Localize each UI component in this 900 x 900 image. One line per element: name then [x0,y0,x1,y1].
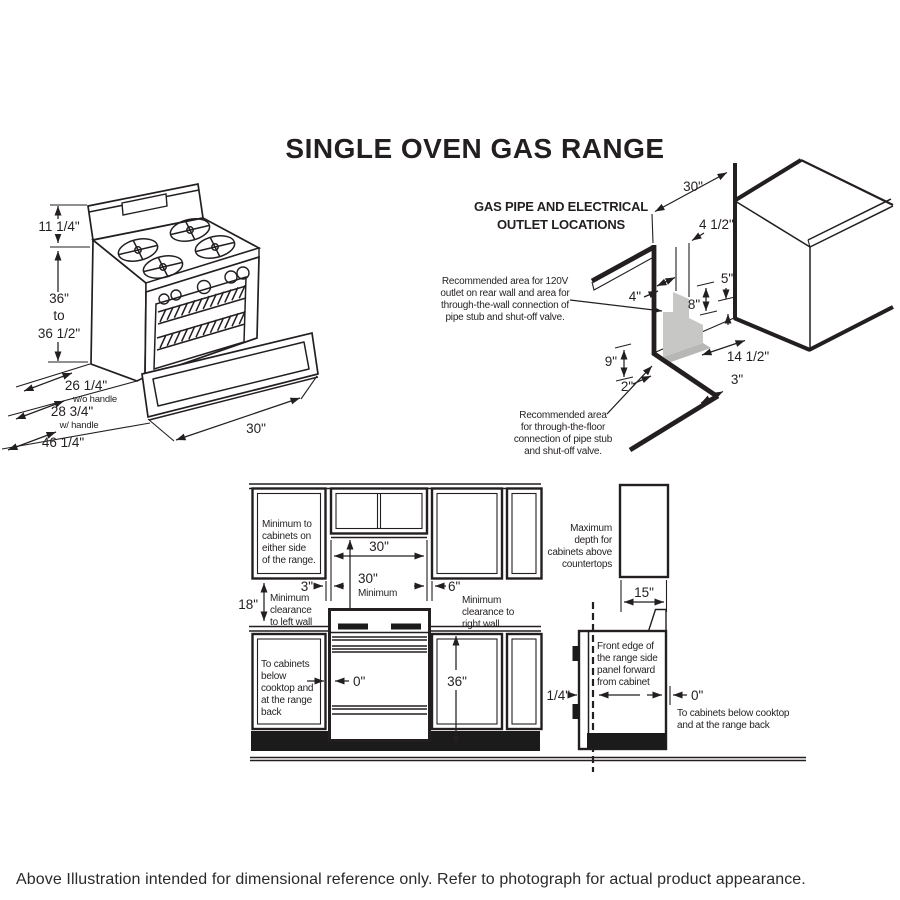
gas-heading-line2: OUTLET LOCATIONS [497,217,625,232]
adjacent-cabinet [734,160,893,350]
dim-8in: 8" [687,297,701,312]
svg-text:below: below [261,671,287,682]
burner-strip [391,624,421,630]
svg-text:Recommended area for 120V: Recommended area for 120V [441,276,569,287]
dim-arrow-4in [657,278,675,287]
dim-offset-top: 4 1/2" [699,217,734,232]
ext-line [652,214,653,243]
svg-text:Maximum: Maximum [570,523,612,534]
svg-text:panel forward: panel forward [597,665,655,676]
range-isometric [2,184,318,450]
side-toe-kick [587,733,666,749]
svg-text:connection of pipe stub: connection of pipe stub [513,434,613,445]
svg-text:and at the range back: and at the range back [677,720,770,731]
svg-text:of the range.: of the range. [262,555,316,566]
left-wall-edge [592,247,654,281]
svg-text:for through-the-floor: for through-the-floor [520,422,606,433]
dim-depth-w-handle: 28 3/4" [50,404,94,419]
svg-text:clearance: clearance [270,605,312,616]
svg-text:at the range: at the range [261,695,312,706]
dim-w-handle-note: w/ handle [59,420,99,431]
door-handle [573,646,580,661]
svg-text:the range side: the range side [597,653,658,664]
svg-text:and shut-off valve.: and shut-off valve. [524,446,602,457]
cabinet-side-view [546,485,789,772]
base-cabinet-far-right-inner [512,639,536,724]
dim-wall-width: 30" [683,179,703,194]
svg-text:back: back [261,707,282,718]
svg-text:cooktop and: cooktop and [261,683,314,694]
svg-text:right wall: right wall [462,619,500,630]
dim-depth-wo-handle: 26 1/4" [64,378,108,393]
floor-edge-right [653,353,718,397]
svg-text:outlet on rear wall and area f: outlet on rear wall and area for [440,288,570,299]
cabinets-either-side-note [262,519,316,566]
left-wall-note [270,593,312,628]
dim-vertical-sub: Minimum [358,588,398,599]
reference-disclaimer: Above Illustration intended for dimensional reference only. Refer to photograph for actual product appearance. [16,871,806,888]
floor-connection-note [514,410,613,457]
svg-text:Minimum: Minimum [462,595,502,606]
cabinet-door-divider [378,494,381,529]
dim-right6: 6" [448,579,461,594]
dim-14in: 14 1/2" [726,349,770,364]
svg-text:through-the-wall connection of: through-the-wall connection of [441,300,569,311]
dim-wo-handle-note: w/o handle [73,394,117,405]
wall-outlet-note [440,276,570,323]
svg-text:Recommended area: Recommended area [519,410,607,421]
svg-text:pipe stub and shut-off valve.: pipe stub and shut-off valve. [445,312,565,323]
right-wall-note [462,595,515,630]
below-cooktop-note-side [677,708,790,731]
dim-height-max: 36 1/2" [37,326,81,341]
ext-line [148,419,174,441]
backguard-side [649,610,667,632]
floor-line [250,758,806,761]
dim-3in: 3" [730,372,744,387]
floor-edge-front [630,396,718,450]
leader-wall-note [570,300,662,311]
front-edge-note [597,641,658,688]
svg-text:Front edge of: Front edge of [597,641,654,652]
dim-backguard-height: 11 1/4" [38,219,80,234]
svg-text:countertops: countertops [561,559,612,570]
dim-opening: 30" [369,539,389,554]
ext-tick [700,311,717,315]
dim-quarter: 1/4" [546,688,570,703]
svg-text:either side: either side [262,543,306,554]
svg-text:To cabinets below cooktop: To cabinets below cooktop [677,708,790,719]
svg-text:depth for: depth for [574,535,612,546]
max-depth-note [548,523,613,570]
ext-tick [615,344,631,348]
dim-2in: 2" [620,379,634,394]
burner-strip [338,624,368,630]
dim-zero: 0" [353,674,366,689]
upper-cabinet-side [620,485,668,577]
dim-height-to: to [53,308,65,323]
dim-4in: 4" [628,289,641,304]
upper-cabinet-right-inner [437,494,497,574]
svg-text:cabinets on: cabinets on [262,531,311,542]
range-front-view [330,610,430,741]
below-cooktop-note [261,659,313,718]
svg-text:from cabinet: from cabinet [597,677,650,688]
svg-text:To cabinets: To cabinets [261,659,310,670]
dim-depth15: 15" [634,585,654,600]
dim-wall18: 18" [238,597,258,612]
dim-vertical: 30" [358,571,378,586]
dim-depth-total: 46 1/4" [41,435,85,450]
svg-text:cabinets above: cabinets above [547,547,612,558]
svg-text:to left wall: to left wall [270,617,313,628]
dim-left3: 3" [300,579,313,594]
svg-text:Minimum: Minimum [270,593,310,604]
gas-pipe-diagram [440,160,893,457]
gas-heading-line1: GAS PIPE AND ELECTRICAL [473,199,649,214]
upper-cabinet-middle [331,489,427,534]
dim-range-width: 30" [246,421,266,436]
page-title: SINGLE OVEN GAS RANGE [285,133,665,164]
dim-5in: 5" [720,271,734,286]
svg-text:Minimum to: Minimum to [262,519,312,530]
upper-cabinet-middle-inner [336,494,422,529]
dim-arrow-offset [692,233,704,241]
door-handle [573,704,580,719]
upper-cabinet-far-right-inner [512,494,536,574]
dim-height-min: 36" [49,291,69,306]
dim-height36: 36" [447,674,467,689]
svg-text:clearance to: clearance to [462,607,515,618]
dim-zero-side: 0" [691,688,704,703]
dim-9in: 9" [604,354,617,369]
upper-cabinet-right [432,489,502,579]
ext-tick [697,282,714,286]
